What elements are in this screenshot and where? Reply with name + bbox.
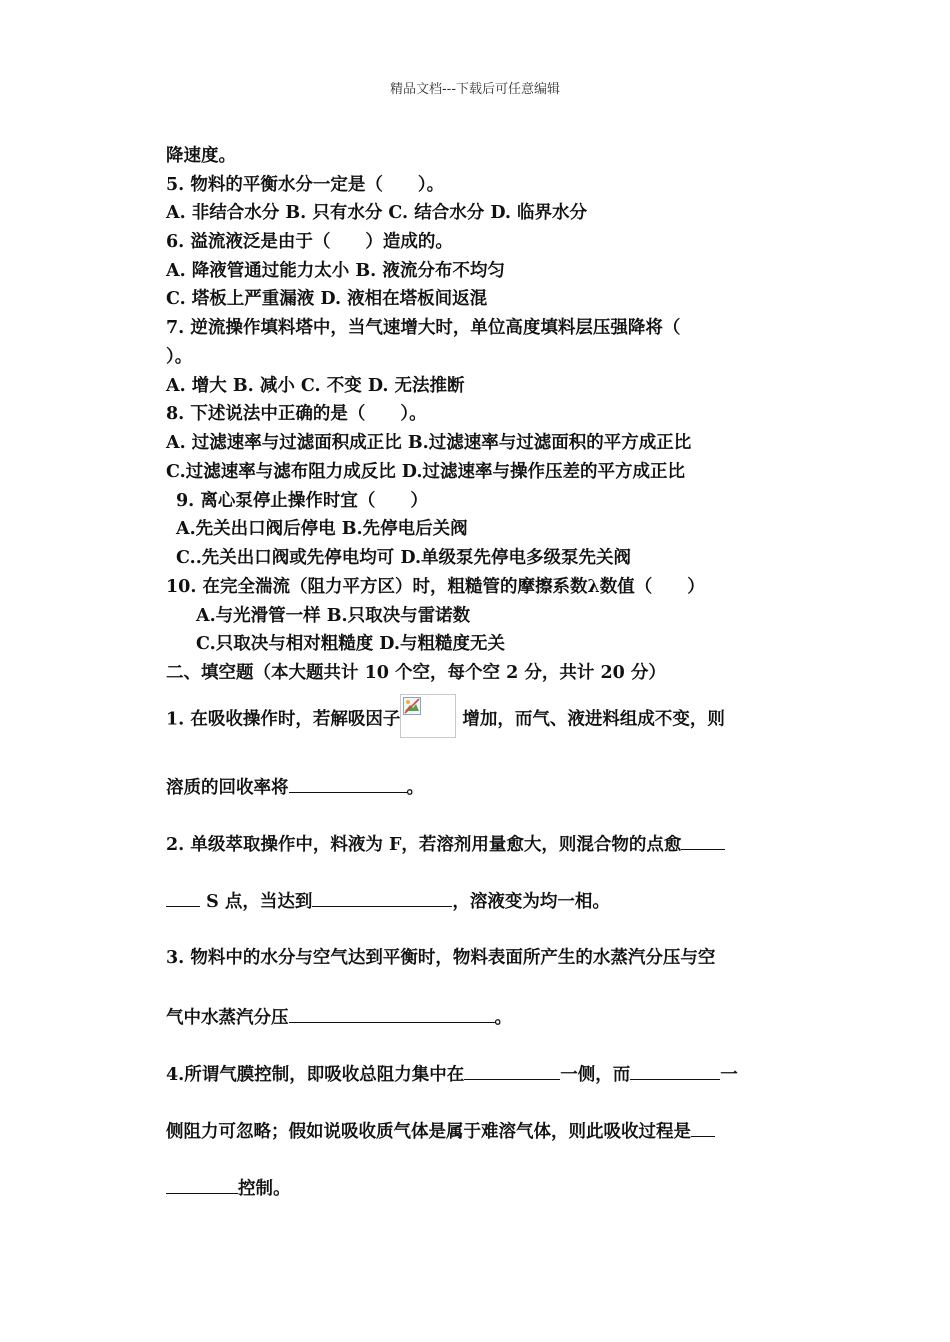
fill-question-2-line2: [166, 890, 610, 913]
answer-blank[interactable]: [289, 1006, 495, 1023]
fill-text: 溶质的回收率将: [166, 778, 289, 798]
formula-image: [400, 694, 456, 738]
question-5: 5. 物料的平衡水分一定是（ ）。: [166, 175, 445, 195]
text-line: 降速度。: [166, 146, 236, 166]
answer-blank[interactable]: [166, 1177, 238, 1194]
question-10-options-cd: C.只取决与相对粗糙度 D.与粗糙度无关: [196, 634, 505, 654]
answer-blank[interactable]: [681, 833, 725, 850]
fill-question-1: [166, 698, 725, 742]
answer-blank[interactable]: [464, 1063, 560, 1080]
fill-question-1-suffix: 增加，而气、液进料组成不变，则: [462, 709, 725, 730]
answer-blank[interactable]: [630, 1063, 720, 1080]
fill-question-2: [166, 833, 725, 856]
question-10: 10. 在完全湍流（阻力平方区）时，粗糙管的摩擦系数λ数值（ ）: [166, 577, 705, 597]
broken-image-icon: [403, 697, 421, 715]
question-9-options-ab: A.先关出口阀后停电 B.先停电后关阀: [176, 519, 468, 539]
fill-text: 气中水蒸汽分压: [166, 1008, 289, 1028]
fill-text: 。: [494, 1008, 512, 1028]
question-5-options: A. 非结合水分 B. 只有水分 C. 结合水分 D. 临界水分: [166, 203, 588, 223]
question-9: 9. 离心泵停止操作时宜（ ）: [176, 491, 428, 511]
fill-text: 一侧，而: [560, 1065, 631, 1085]
answer-blank[interactable]: [691, 1120, 715, 1137]
question-6: 6. 溢流液泛是由于（ ）造成的。: [166, 232, 453, 252]
fill-text: 4.所谓气膜控制，即吸收总阻力集中在: [166, 1065, 465, 1085]
question-8-options-cd: C.过滤速率与滤布阻力成反比 D.过滤速率与操作压差的平方成正比: [166, 462, 685, 482]
question-8-options-ab: A. 过滤速率与过滤面积成正比 B.过滤速率与过滤面积的平方成正比: [166, 433, 692, 453]
fill-question-1-prefix: 1. 在吸收操作时，若解吸因子: [166, 709, 401, 730]
answer-blank[interactable]: [289, 776, 407, 793]
answer-blank[interactable]: [312, 890, 452, 907]
question-7: 7. 逆流操作填料塔中，当气速增大时，单位高度填料层压强降将（: [166, 318, 681, 338]
fill-question-4: [166, 1063, 738, 1086]
fill-text: 侧阻力可忽略；假如说吸收质气体是属于难溶气体，则此吸收过程是: [166, 1122, 691, 1142]
fill-question-3-line2: [166, 1006, 512, 1029]
fill-text: 2. 单级萃取操作中，料液为 F，若溶剂用量愈大，则混合物的点愈: [166, 835, 682, 855]
question-6-options-cd: C. 塔板上严重漏液 D. 液相在塔板间返混: [166, 289, 488, 309]
question-8: 8. 下述说法中正确的是（ ）。: [166, 404, 427, 424]
page-header: 精品文档---下载后可任意编辑: [389, 82, 561, 97]
section-title-fill-blank: 二、填空题（本大题共计 10 个空，每个空 2 分，共计 20 分）: [166, 663, 666, 683]
fill-question-4-line3: [166, 1177, 291, 1200]
question-9-options-cd: C..先关出口阀或先停电均可 D.单级泵先停电多级泵先关阀: [176, 548, 632, 568]
fill-question-3: 3. 物料中的水分与空气达到平衡时，物料表面所产生的水蒸汽分压与空: [166, 948, 716, 968]
answer-blank[interactable]: [166, 890, 200, 907]
fill-text: ，溶液变为均一相。: [452, 892, 610, 912]
question-7-cont: ）。: [166, 347, 193, 367]
fill-question-1-line2: [166, 776, 424, 799]
fill-text: S 点，当达到: [200, 892, 313, 912]
question-10-options-ab: A.与光滑管一样 B.只取决与雷诺数: [196, 606, 471, 626]
fill-question-4-line2: [166, 1120, 715, 1143]
fill-text: 一: [720, 1065, 738, 1085]
fill-text: 。: [406, 778, 424, 798]
fill-text: 控制。: [238, 1179, 291, 1199]
question-7-options: A. 增大 B. 减小 C. 不变 D. 无法推断: [166, 376, 465, 396]
question-6-options-ab: A. 降液管通过能力太小 B. 液流分布不均匀: [166, 261, 505, 281]
